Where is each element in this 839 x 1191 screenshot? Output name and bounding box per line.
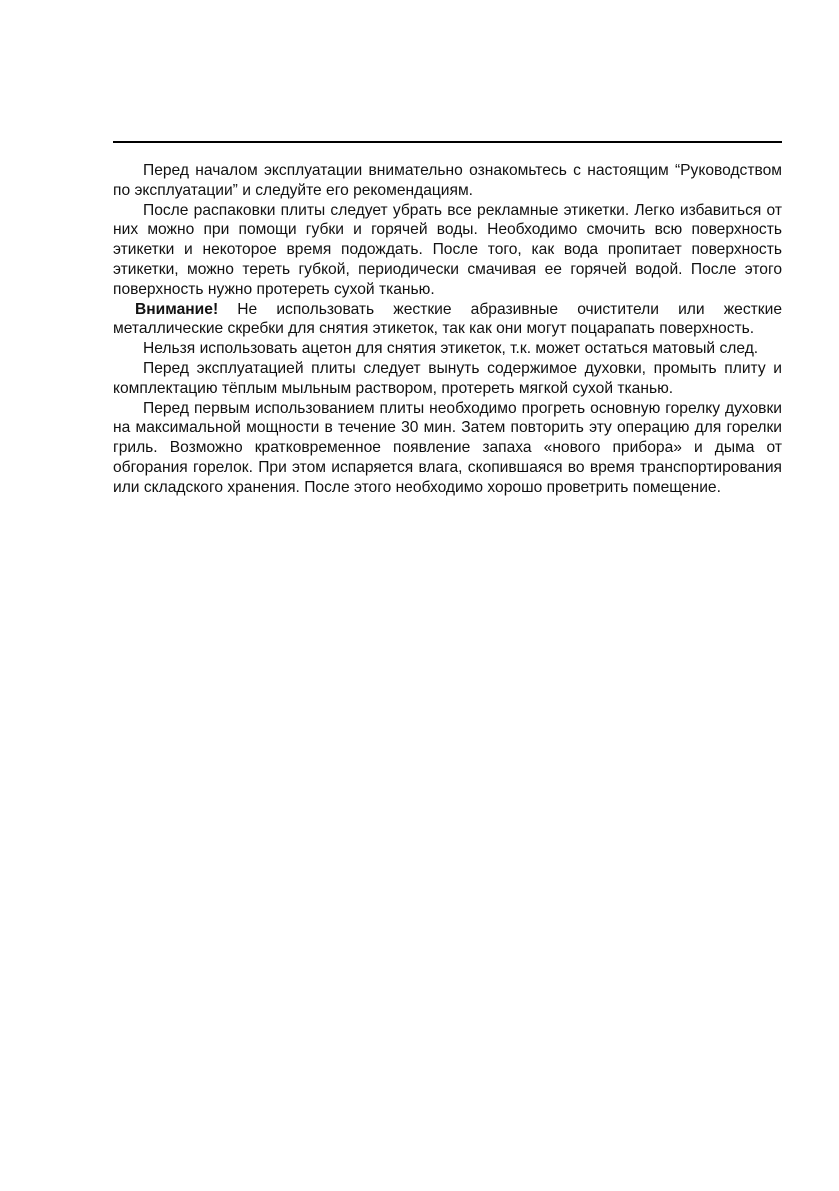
paragraph-unpacking: После распаковки плиты следует убрать все рекламные этикетки. Легко избавиться от них можно при помощи губки и горячей воды. Необходимо смочить всю поверхность этикетки и некоторое время подождать. После того, как вода пропитает поверхность этикетки, можно тереть губкой, периодически смачивая ее горячей водой. После этого поверхность нужно протереть сухой тканью. [113, 201, 782, 298]
warning-paragraph [113, 300, 782, 340]
warning-lead: Внимание! [135, 300, 219, 318]
paragraph-first-use: Перед первым использованием плиты необходимо прогреть основную горелку духовки на максимальной мощности в течение 30 мин. Затем повторить эту операцию для горелки гриль. Возможно кратковременное появление запаха «нового прибора» и дыма от обгорания горелок. При этом испаряется влага, скопившаяся во время транспортирования или складского хранения. После этого необходимо хорошо проветрить помещение. [113, 399, 782, 496]
paragraph-intro: Перед началом эксплуатации внимательно ознакомьтесь с настоящим “Руководством по эксплуатации” и следуйте его рекомендациям. [113, 162, 782, 199]
paragraph-before-use: Перед эксплуатацией плиты следует вынуть содержимое духовки, промыть плиту и комплектацию тёплым мыльным раствором, протереть мягкой сухой тканью. [113, 359, 782, 397]
top-rule [113, 141, 782, 143]
warning-text: Не использовать жесткие абразивные очистители или жесткие металлические скребки для снятия этикеток, так как они могут поцарапать поверхность. [113, 300, 782, 338]
paragraph-acetone: Нельзя использовать ацетон для снятия этикеток, т.к. может остаться матовый след. [143, 340, 759, 358]
document-body [113, 161, 782, 498]
